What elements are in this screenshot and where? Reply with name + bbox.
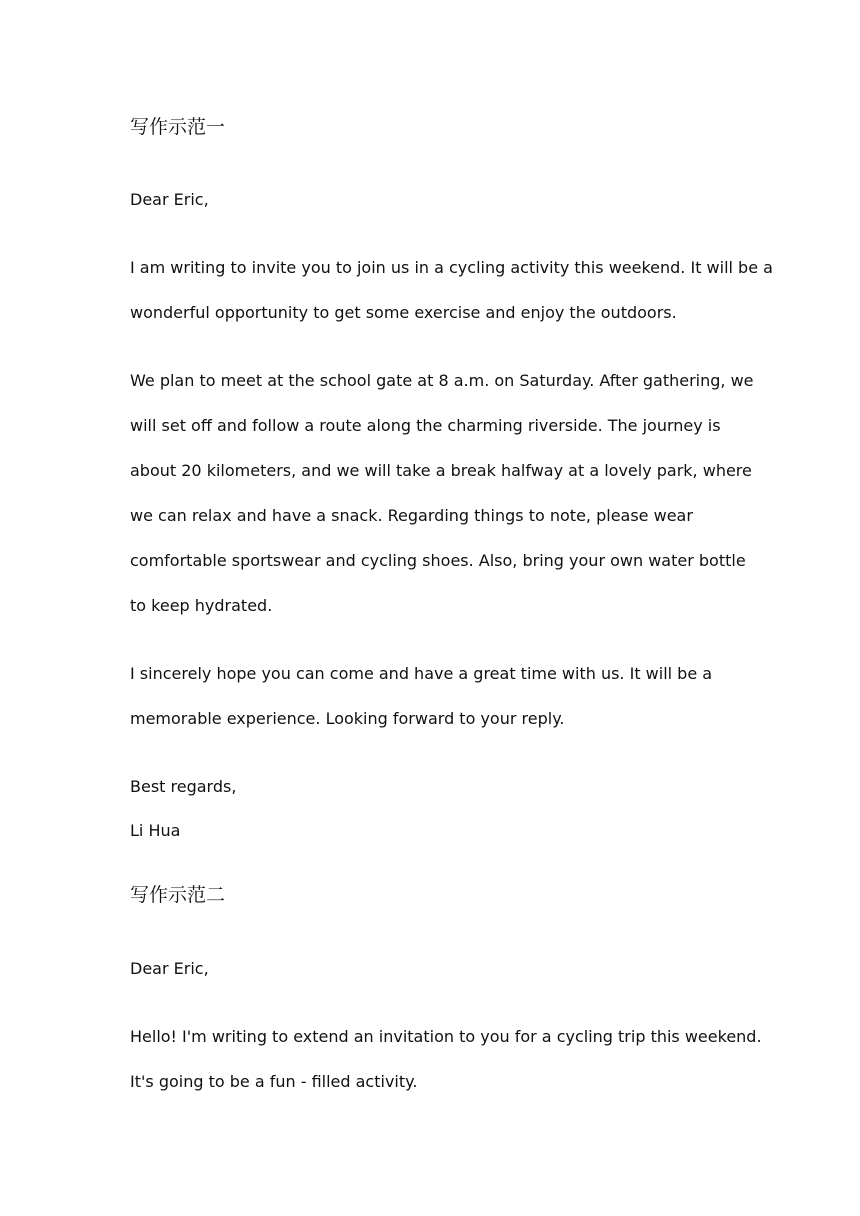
section-1-paragraph-2-line-4: we can relax and have a snack. Regarding things to note, please wear [130, 506, 693, 525]
section-1-paragraph-3-line-1: I sincerely hope you can come and have a great time with us. It will be a [130, 664, 713, 683]
section-2-paragraph-1-line-1: Hello! I'm writing to extend an invitation to you for a cycling trip this weekend. [130, 1027, 762, 1046]
section-1-closing: Best regards, [130, 777, 237, 796]
section-1-greeting: Dear Eric, [130, 190, 209, 209]
section-1-heading: 写作示范一 [130, 116, 226, 138]
section-1-paragraph-1-line-2: wonderful opportunity to get some exercise and enjoy the outdoors. [130, 303, 677, 322]
section-1-signature: Li Hua [130, 821, 181, 840]
section-1-paragraph-2-line-5: comfortable sportswear and cycling shoes. Also, bring your own water bottle [130, 551, 746, 570]
section-2-heading: 写作示范二 [130, 884, 226, 906]
section-2-greeting: Dear Eric, [130, 959, 209, 978]
section-1-paragraph-2-line-2: will set off and follow a route along the charming riverside. The journey is [130, 416, 721, 435]
section-1-paragraph-1-line-1: I am writing to invite you to join us in a cycling activity this weekend. It will be a [130, 258, 773, 277]
section-1-paragraph-2-line-1: We plan to meet at the school gate at 8 a.m. on Saturday. After gathering, we [130, 371, 754, 390]
section-1-paragraph-2-line-6: to keep hydrated. [130, 596, 273, 615]
section-2-paragraph-1-line-2: It's going to be a fun - filled activity. [130, 1072, 418, 1091]
section-1-paragraph-2-line-3: about 20 kilometers, and we will take a break halfway at a lovely park, where [130, 461, 752, 480]
section-1-paragraph-3-line-2: memorable experience. Looking forward to your reply. [130, 709, 565, 728]
